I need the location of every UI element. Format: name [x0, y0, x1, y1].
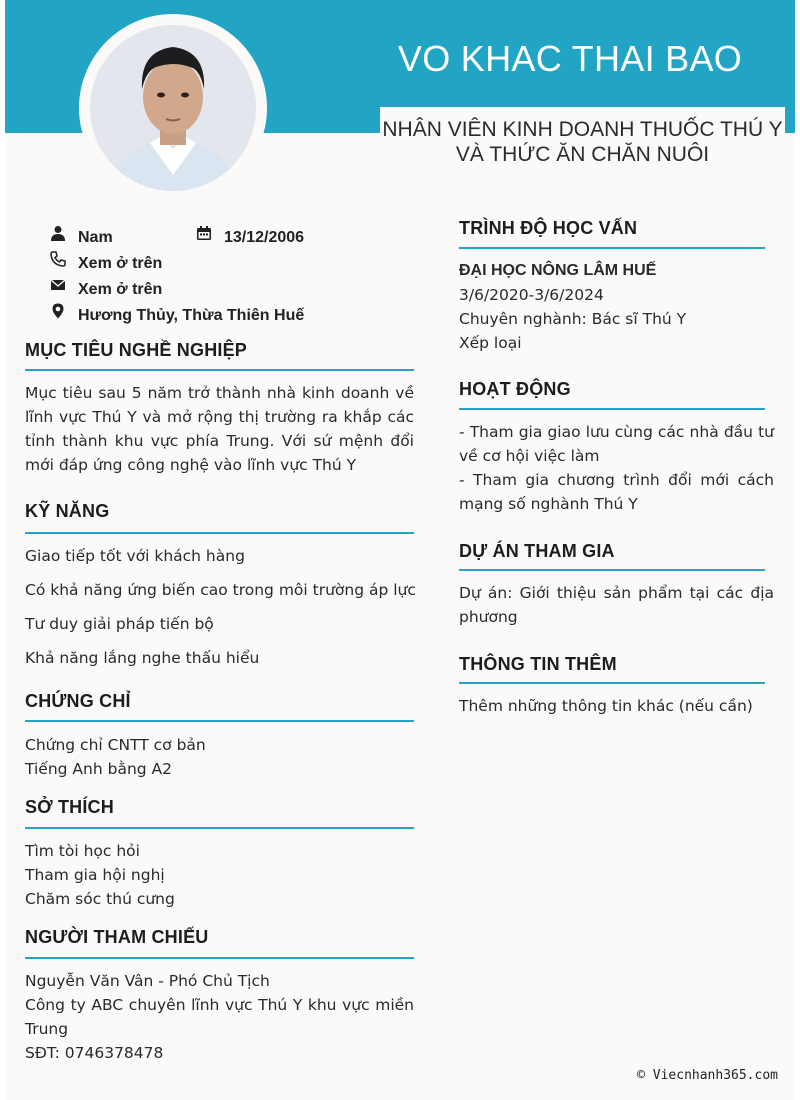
projects-divider [459, 569, 765, 571]
education-divider [459, 247, 765, 249]
avatar-ring [79, 14, 267, 202]
certificate-item: Tiếng Anh bằng A2 [25, 760, 172, 778]
avatar [90, 25, 256, 191]
hobbies-heading: SỞ THÍCH [25, 797, 114, 817]
skill-item: Tư duy giải pháp tiến bộ [25, 615, 214, 633]
extra-text: Thêm những thông tin khác (nếu cần) [459, 697, 753, 715]
hobby-item: Chăm sóc thú cưng [25, 890, 175, 908]
gender-value: Nam [78, 229, 113, 246]
reference-phone: SĐT: 0746378478 [25, 1044, 164, 1062]
job-title-box [380, 107, 785, 177]
activity-item: - Tham gia chương trình đổi mới cách mạng số nghành Thú Y [459, 471, 774, 513]
skill-item: Giao tiếp tốt với khách hàng [25, 547, 245, 565]
avatar-portrait-icon [90, 25, 256, 191]
projects-text: Dự án: Giới thiệu sản phẩm tại các địa phương [459, 584, 774, 626]
location-pin-icon [50, 303, 66, 319]
phone-icon [50, 251, 66, 267]
job-title: NHÂN VIÊN KINH DOANH THUỐC THÚ Y VÀ THỨC ĂN CHĂN NUÔI [382, 118, 783, 166]
hobbies-divider [25, 827, 414, 829]
reference-name: Nguyễn Văn Vân - Phó Chủ Tịch [25, 972, 270, 990]
projects-heading: DỰ ÁN THAM GIA [459, 541, 615, 561]
hobby-item: Tham gia hội nghị [25, 866, 165, 884]
certificates-divider [25, 720, 414, 722]
calendar-icon [196, 225, 212, 241]
candidate-name: VO KHAC THAI BAO [397, 38, 743, 79]
education-major: Chuyên nghành: Bác sĩ Thú Y [459, 310, 687, 328]
email-value: Xem ở trên [78, 281, 163, 298]
education-period: 3/6/2020-3/6/2024 [459, 286, 604, 304]
skill-item: Có khả năng ứng biến cao trong môi trường áp lực [25, 581, 416, 599]
envelope-icon [50, 277, 66, 293]
references-divider [25, 957, 414, 959]
hobby-item: Tìm tòi học hỏi [25, 842, 140, 860]
education-grade: Xếp loại [459, 334, 522, 352]
phone-value: Xem ở trên [78, 255, 163, 272]
education-heading: TRÌNH ĐỘ HỌC VẤN [459, 218, 638, 238]
activities-heading: HOẠT ĐỘNG [459, 379, 571, 399]
objective-heading: MỤC TIÊU NGHỀ NGHIỆP [25, 340, 248, 360]
extra-divider [459, 682, 765, 684]
objective-divider [25, 369, 414, 371]
address-value: Hương Thủy, Thừa Thiên Huế [78, 307, 305, 324]
skill-item: Khả năng lắng nghe thấu hiểu [25, 649, 260, 667]
skills-divider [25, 532, 414, 534]
skills-heading: KỸ NĂNG [25, 501, 110, 521]
references-heading: NGƯỜI THAM CHIẾU [25, 927, 209, 947]
certificates-heading: CHỨNG CHỈ [25, 691, 131, 711]
objective-text: Mục tiêu sau 5 năm trở thành nhà kinh doanh về lĩnh vực Thú Y và mở rộng thị trường ra khắp các tỉnh thành khu vực phía Trung. Với sứ mệnh đổi mới đáp ứng công nghệ vào lĩnh vực Thú Y [25, 384, 414, 474]
footer-credit: © Viecnhanh365.com [637, 1068, 778, 1083]
education-school: ĐẠI HỌC NÔNG LÂM HUẾ [459, 262, 657, 279]
birthday-value: 13/12/2006 [224, 229, 305, 246]
activity-item: - Tham gia giao lưu cùng các nhà đầu tư về cơ hội việc làm [459, 423, 774, 465]
activities-divider [459, 408, 765, 410]
reference-company: Công ty ABC chuyên lĩnh vực Thú Y khu vực miền Trung [25, 996, 414, 1038]
certificate-item: Chứng chỉ CNTT cơ bản [25, 736, 206, 754]
extra-heading: THÔNG TIN THÊM [459, 654, 617, 674]
person-icon [50, 225, 66, 241]
